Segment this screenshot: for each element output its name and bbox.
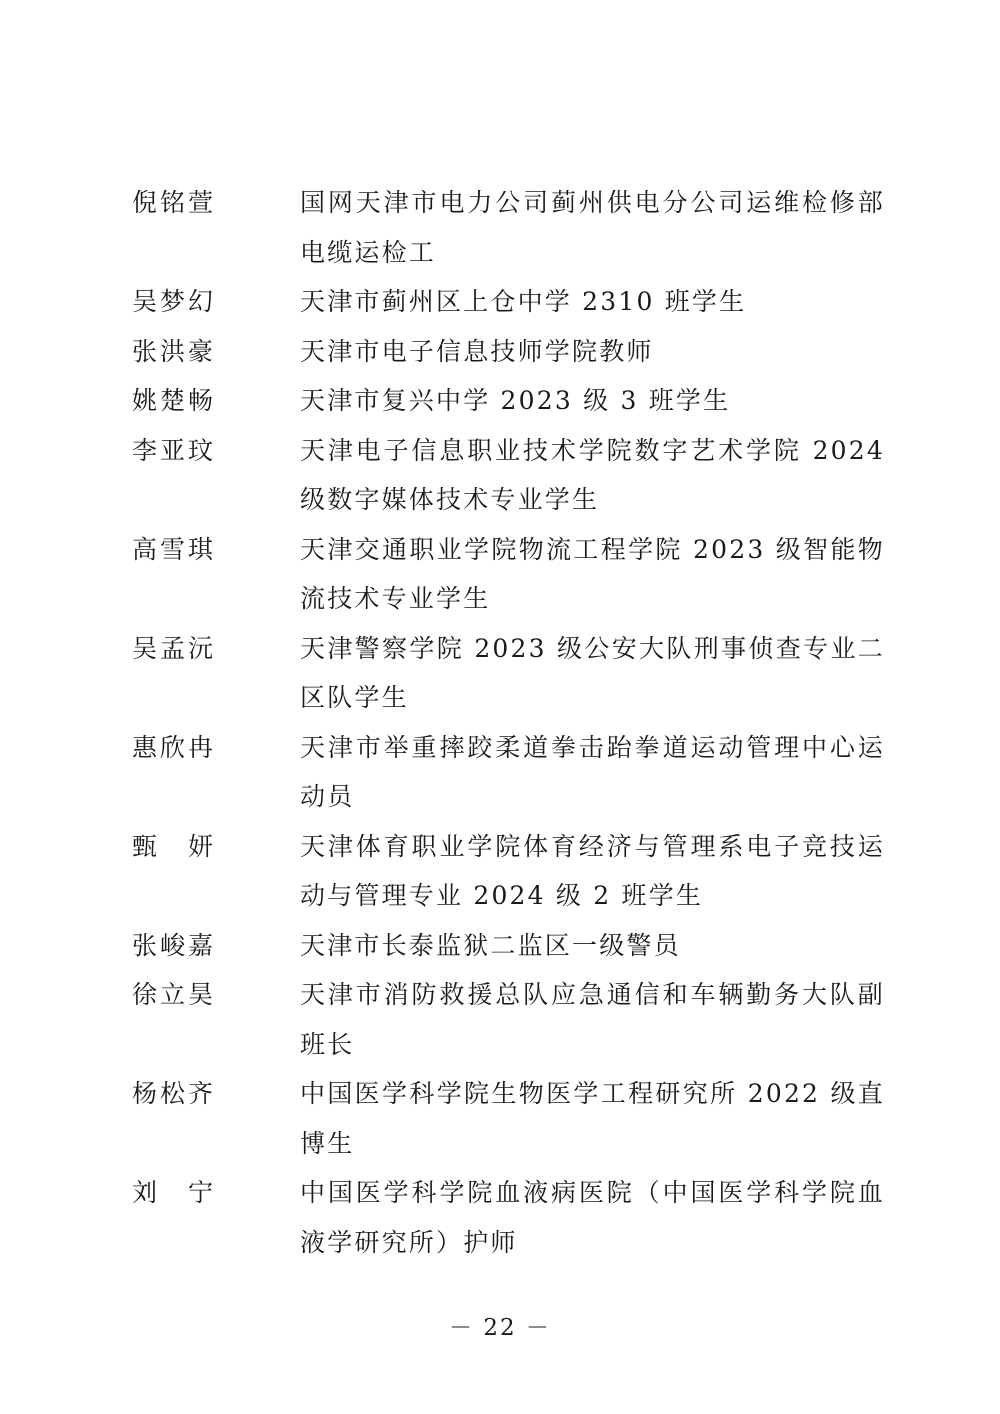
entry-description: 天津市长泰监狱二监区一级警员 <box>300 930 681 960</box>
entry-description: 国网天津市电力公司蓟州供电分公司运维检修部电缆运检工 <box>300 188 885 267</box>
entry-name: 李亚玟 <box>132 435 217 465</box>
entry-name: 惠欣冉 <box>132 732 217 762</box>
entry-description: 天津市蓟州区上仓中学 2310 班学生 <box>300 287 747 316</box>
entry-name: 张洪豪 <box>132 336 217 366</box>
entry-name: 姚楚畅 <box>132 386 217 415</box>
entry-name: 张峻嘉 <box>132 930 217 960</box>
list-item <box>132 277 892 327</box>
list-item <box>132 178 892 277</box>
entry-name: 倪铭萱 <box>132 188 217 217</box>
list-item <box>132 921 892 971</box>
list-item <box>132 970 892 1069</box>
honoree-list <box>132 178 892 1267</box>
entry-name: 刘 宁 <box>132 1178 217 1207</box>
entry-name: 徐立昊 <box>132 980 217 1009</box>
entry-name: 吴梦幻 <box>132 287 217 316</box>
entry-description: 天津市复兴中学 2023 级 3 班学生 <box>300 386 731 415</box>
list-item <box>132 723 892 822</box>
entry-description: 天津市举重摔跤柔道拳击跆拳道运动管理中心运动员 <box>300 732 885 811</box>
list-item <box>132 822 892 921</box>
entry-description: 天津体育职业学院体育经济与管理系电子竞技运动与管理专业 2024 级 2 班学生 <box>300 831 885 910</box>
entry-name: 杨松齐 <box>132 1079 217 1108</box>
list-item <box>132 525 892 624</box>
list-item <box>132 1069 892 1168</box>
page-number: － 22 － <box>449 1315 551 1341</box>
entry-name: 高雪琪 <box>132 534 217 564</box>
list-item <box>132 376 892 426</box>
entry-description: 天津市电子信息技师学院教师 <box>300 336 654 366</box>
entry-name: 甄 妍 <box>132 831 217 861</box>
entry-description: 天津市消防救援总队应急通信和车辆勤务大队副班长 <box>300 980 885 1059</box>
list-item <box>132 624 892 723</box>
list-item <box>132 426 892 525</box>
entry-description: 天津交通职业学院物流工程学院 2023 级智能物流技术专业学生 <box>300 534 885 613</box>
entry-description: 天津电子信息职业技术学院数字艺术学院 2024 级数字媒体技术专业学生 <box>300 435 885 514</box>
entry-description: 中国医学科学院生物医学工程研究所 2022 级直博生 <box>300 1079 885 1158</box>
list-item <box>132 1168 892 1267</box>
entry-description: 天津警察学院 2023 级公安大队刑事侦查专业二区队学生 <box>300 633 885 712</box>
list-item <box>132 327 892 377</box>
entry-name: 吴孟沅 <box>132 633 217 663</box>
entry-description: 中国医学科学院血液病医院（中国医学科学院血液学研究所）护师 <box>300 1178 885 1257</box>
